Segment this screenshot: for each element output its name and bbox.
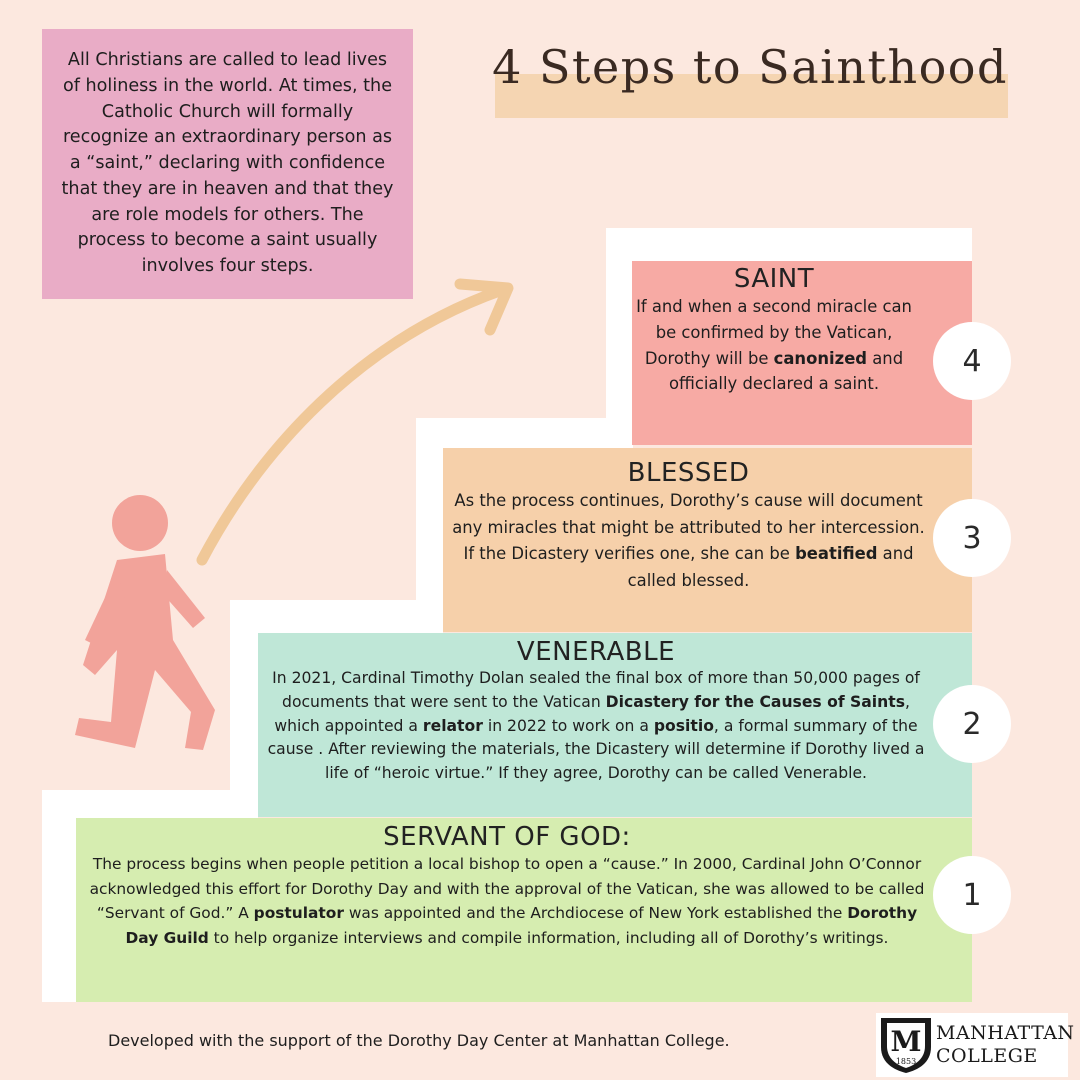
step-heading: SAINT — [733, 264, 815, 294]
step-heading: BLESSED — [627, 458, 750, 488]
step-venerable — [258, 633, 972, 817]
step-blessed — [443, 448, 972, 632]
college-shield-icon — [878, 1015, 934, 1075]
intro-box — [42, 29, 413, 299]
step-number-badge: 1 — [933, 856, 1011, 934]
step-heading: SERVANT OF GOD: — [383, 822, 631, 852]
step-description: In 2021, Cardinal Timothy Dolan sealed the final box of more than 50,000 pages of documents that were sent to the Vatican Dicastery for the Causes of Saints, which appointed a relator in 2022 to work on a positio, a formal summary of the cause . After reviewing the materials, the Dicastery will determine if Dorothy lived a life of “heroic virtue.” If they agree, Dorothy can be called Venerable. — [267, 669, 925, 783]
walking-person-icon — [55, 490, 225, 770]
step-number-badge: 2 — [933, 685, 1011, 763]
step-description: The process begins when people petition a local bishop to open a “cause.” In 2000, Cardinal John O’Connor acknowledged this effort for Dorothy Day and with the approval of the Vatican, she was allowed to be called “Servant of God.” A postulator was appointed and the Archdiocese of New York established the Dorothy Day Guild to help organize interviews and compile information, including all of Dorothy’s writings. — [89, 855, 925, 947]
staircase-outline — [42, 790, 76, 1002]
step-saint — [632, 261, 972, 445]
step-number-badge: 4 — [933, 322, 1011, 400]
step-description: If and when a second miracle can be confirmed by the Vatican, Dorothy will be canonized and officially declared a saint. — [636, 297, 912, 394]
footer-credit: Developed with the support of the Dorothy Day Center at Manhattan College. — [108, 1031, 730, 1050]
intro-text: All Christians are called to lead lives of holiness in the world. At times, the Catholic Church will formally recognize an extraordinary person as a “saint,” declaring with confidence that they are in heaven and that they are role models for others. The process to become a saint usually involves four steps. — [61, 49, 394, 277]
logo-year: 1853 — [895, 1057, 917, 1066]
step-number-badge: 3 — [933, 499, 1011, 577]
staircase-outline — [230, 600, 258, 818]
logo-letter: M — [890, 1025, 922, 1058]
step-description: As the process continues, Dorothy’s cause will document any miracles that might be attributed to her intercession. If the Dicastery verifies one, she can be beatified and called blessed. — [452, 491, 925, 590]
step-heading: VENERABLE — [516, 637, 676, 667]
logo-line2: COLLEGE — [936, 1045, 1038, 1067]
logo-wordmark — [936, 1022, 1075, 1068]
staircase-outline — [230, 600, 443, 633]
logo-line1: MANHATTAN — [936, 1022, 1075, 1044]
step-servant-of-god — [76, 818, 972, 1002]
staircase-outline — [606, 228, 633, 448]
page-title: 4 Steps to Sainthood — [492, 40, 1008, 94]
manhattan-college-logo — [876, 1013, 1075, 1077]
